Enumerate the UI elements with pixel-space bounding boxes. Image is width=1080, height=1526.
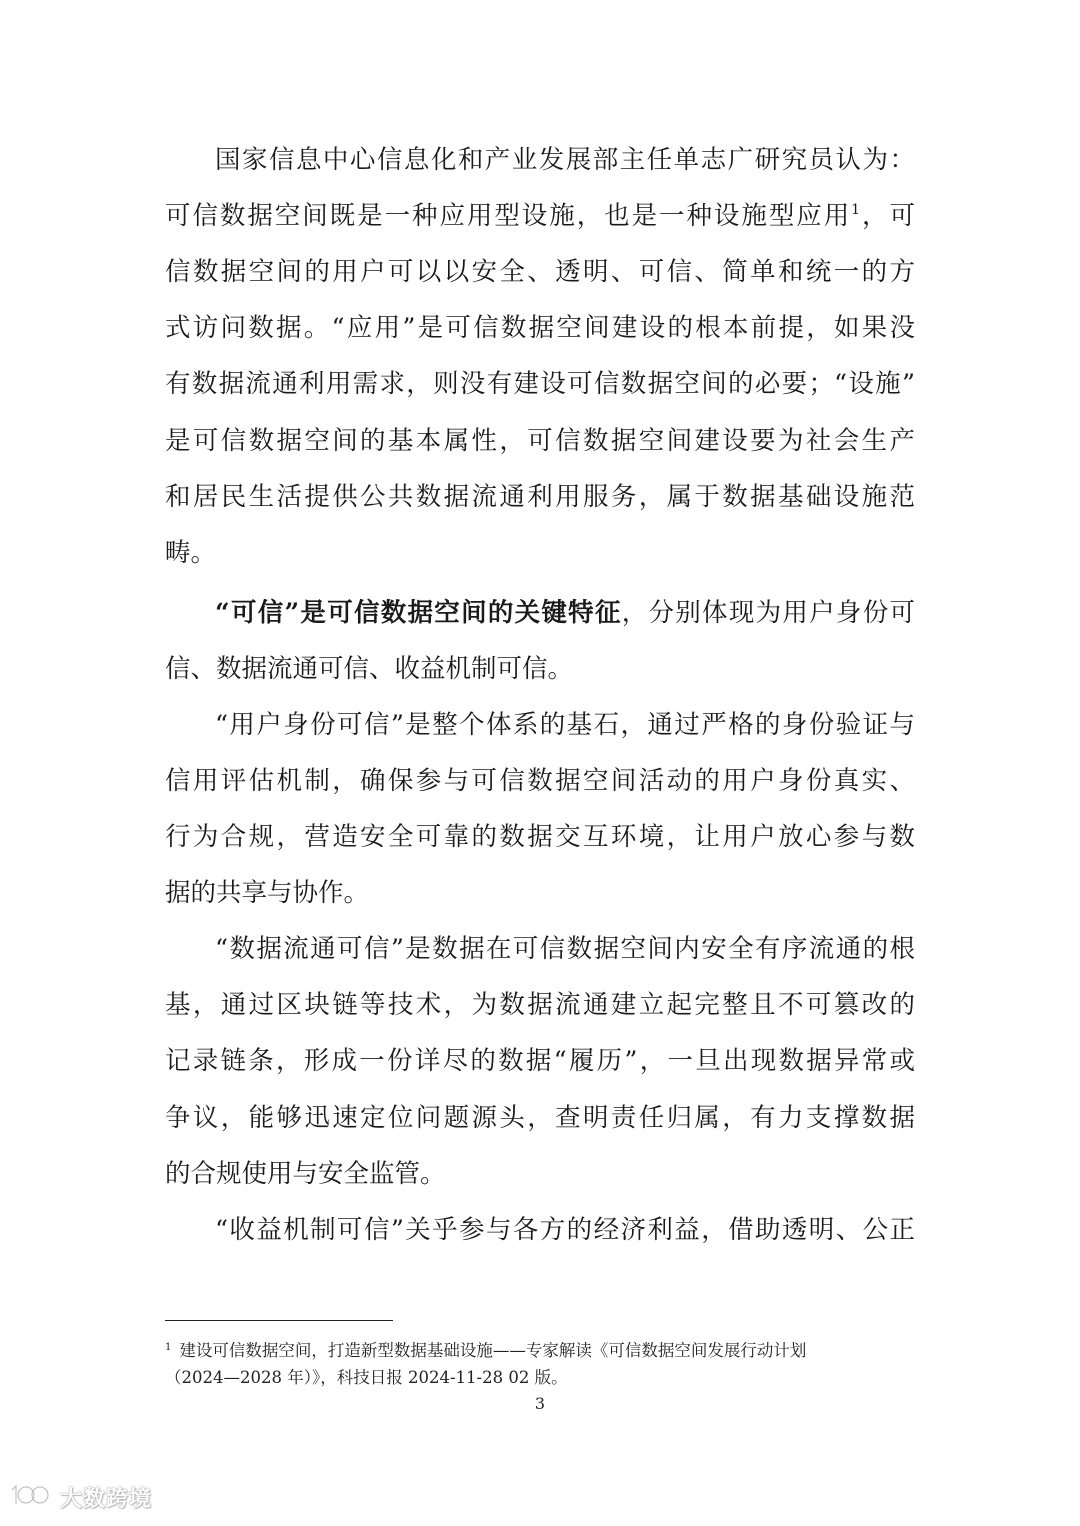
body-text-line: 有数据流通利用需求，则没有建设可信数据空间的必要；“设施”	[165, 369, 915, 399]
bold-key-phrase: “可信”是可信数据空间的关键特征	[215, 598, 622, 628]
footnote-text: 建设可信数据空间，打造新型数据基础设施——专家解读《可信数据空间发展行动计划	[179, 1341, 807, 1360]
brand-logo-icon	[8, 1480, 52, 1514]
body-text-line: 基，通过区块链等技术，为数据流通建立起完整且不可篡改的	[165, 990, 915, 1020]
footnote-line: （2024—2028 年）》，科技日报 2024-11-28 02 版。	[165, 1368, 568, 1387]
body-text-line: 记录链条，形成一份详尽的数据“履历”，一旦出现数据异常或	[165, 1046, 915, 1076]
body-text-line: 是可信数据空间的基本属性，可信数据空间建设要为社会生产	[165, 426, 915, 456]
footnote-separator	[165, 1320, 393, 1321]
body-text-line: 信、数据流通可信、收益机制可信。	[165, 654, 574, 684]
body-text-line: 畴。	[165, 538, 217, 568]
body-text-segment: ，可	[860, 201, 915, 231]
body-text-line: 式访问数据。“应用”是可信数据空间建设的根本前提，如果没	[165, 313, 915, 343]
watermark	[8, 1478, 152, 1516]
body-text-line	[165, 199, 915, 233]
footnote-reference[interactable]: 1	[851, 202, 861, 218]
body-text-line: 和居民生活提供公共数据流通利用服务，属于数据基础设施范	[165, 482, 915, 512]
body-text-line: “用户身份可信”是整个体系的基石，通过严格的身份验证与	[215, 710, 915, 740]
footnote-number: 1	[165, 1342, 172, 1353]
body-text-line	[215, 596, 915, 630]
body-text-line: “收益机制可信”关乎参与各方的经济利益，借助透明、公正	[215, 1215, 915, 1245]
watermark-text: 大数跨境	[60, 1486, 153, 1512]
body-text-line: 争议，能够迅速定位问题源头，查明责任归属，有力支撑数据	[165, 1103, 915, 1133]
body-text-line: 信数据空间的用户可以以安全、透明、可信、简单和统一的方	[165, 257, 915, 287]
body-text-segment: 可信数据空间既是一种应用型设施，也是一种设施型应用	[165, 201, 852, 231]
body-text-line: 国家信息中心信息化和产业发展部主任单志广研究员认为：	[215, 145, 915, 175]
page-number: 3	[534, 1394, 546, 1413]
footnote-line	[165, 1339, 915, 1363]
body-text-line: “数据流通可信”是数据在可信数据空间内安全有序流通的根	[215, 934, 915, 964]
body-text-segment: ，分别体现为用户身份可	[621, 598, 915, 628]
body-text-line: 信用评估机制，确保参与可信数据空间活动的用户身份真实、	[165, 766, 915, 796]
body-text-line: 据的共享与协作。	[165, 878, 370, 908]
body-text-line: 的合规使用与安全监管。	[165, 1159, 446, 1189]
body-text-line: 行为合规，营造安全可靠的数据交互环境，让用户放心参与数	[165, 822, 915, 852]
